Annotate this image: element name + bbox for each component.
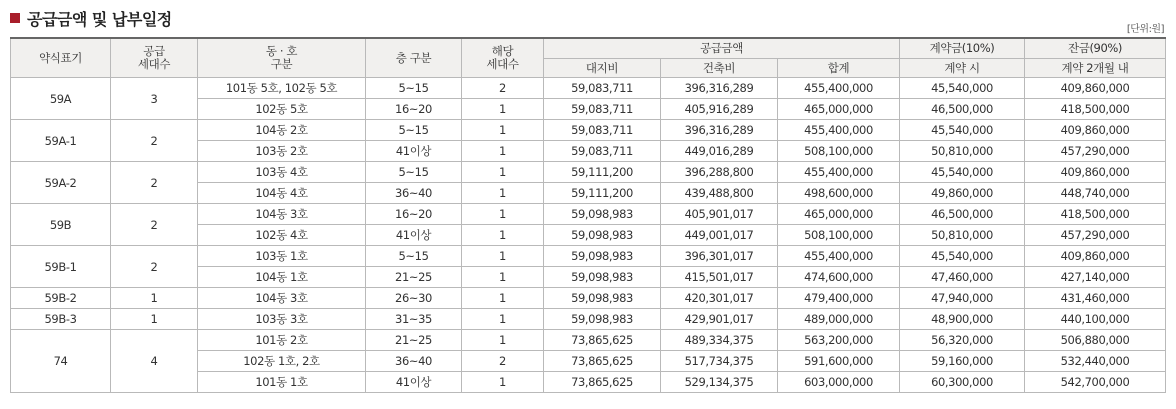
cell-units: 1 [462, 162, 544, 183]
cell-type: 59A-2 [11, 162, 111, 204]
table-row [11, 309, 1166, 330]
cell-balance: 448,740,000 [1025, 183, 1166, 204]
cell-balance: 532,440,000 [1025, 351, 1166, 372]
cell-land: 59,083,711 [544, 120, 661, 141]
cell-building: 449,016,289 [661, 141, 778, 162]
header-deposit-sub: 계약 시 [900, 59, 1025, 78]
cell-units: 2 [462, 351, 544, 372]
cell-floor: 21~25 [366, 267, 462, 288]
cell-units: 1 [462, 99, 544, 120]
cell-dong-ho: 104동 3호 [198, 288, 366, 309]
cell-units: 1 [462, 309, 544, 330]
cell-type: 59B [11, 204, 111, 246]
cell-balance: 431,460,000 [1025, 288, 1166, 309]
cell-type: 59A [11, 78, 111, 120]
cell-units: 1 [462, 330, 544, 351]
cell-floor: 36~40 [366, 183, 462, 204]
cell-deposit: 50,810,000 [900, 141, 1025, 162]
cell-deposit: 46,500,000 [900, 204, 1025, 225]
cell-deposit: 49,860,000 [900, 183, 1025, 204]
cell-deposit: 45,540,000 [900, 162, 1025, 183]
cell-floor: 16~20 [366, 99, 462, 120]
cell-deposit: 60,300,000 [900, 372, 1025, 393]
cell-floor: 31~35 [366, 309, 462, 330]
cell-type: 59B-3 [11, 309, 111, 330]
cell-type: 59A-1 [11, 120, 111, 162]
cell-supply-units: 2 [111, 120, 198, 162]
cell-land: 59,098,983 [544, 267, 661, 288]
cell-building: 415,501,017 [661, 267, 778, 288]
cell-supply-units: 2 [111, 246, 198, 288]
cell-land: 59,083,711 [544, 99, 661, 120]
cell-deposit: 47,940,000 [900, 288, 1025, 309]
cell-dong-ho: 103동 2호 [198, 141, 366, 162]
cell-balance: 427,140,000 [1025, 267, 1166, 288]
unit-label: [단위:원] [1126, 24, 1164, 35]
cell-land: 59,098,983 [544, 225, 661, 246]
cell-units: 1 [462, 267, 544, 288]
cell-floor: 41이상 [366, 141, 462, 162]
cell-total: 455,400,000 [778, 120, 900, 141]
cell-total: 603,000,000 [778, 372, 900, 393]
table-row [11, 288, 1166, 309]
cell-balance: 457,290,000 [1025, 141, 1166, 162]
cell-dong-ho: 101동 1호 [198, 372, 366, 393]
cell-total: 591,600,000 [778, 351, 900, 372]
cell-floor: 26~30 [366, 288, 462, 309]
cell-balance: 418,500,000 [1025, 204, 1166, 225]
table-row [11, 120, 1166, 141]
cell-balance: 418,500,000 [1025, 99, 1166, 120]
cell-balance: 506,880,000 [1025, 330, 1166, 351]
cell-building: 396,316,289 [661, 120, 778, 141]
cell-building: 439,488,800 [661, 183, 778, 204]
cell-balance: 409,860,000 [1025, 162, 1166, 183]
header-balance: 잔금(90%) [1025, 38, 1166, 59]
cell-land: 59,111,200 [544, 183, 661, 204]
table-row [11, 330, 1166, 351]
header-balance-sub: 계약 2개월 내 [1025, 59, 1166, 78]
header-units-text: 해당 세대수 [486, 44, 519, 71]
cell-units: 1 [462, 141, 544, 162]
cell-balance: 409,860,000 [1025, 246, 1166, 267]
cell-units: 1 [462, 204, 544, 225]
cell-deposit: 56,320,000 [900, 330, 1025, 351]
cell-supply-units: 2 [111, 162, 198, 204]
cell-land: 73,865,625 [544, 372, 661, 393]
cell-supply-units: 4 [111, 330, 198, 393]
cell-units: 1 [462, 246, 544, 267]
cell-floor: 41이상 [366, 372, 462, 393]
cell-deposit: 50,810,000 [900, 225, 1025, 246]
cell-building: 429,901,017 [661, 309, 778, 330]
cell-units: 1 [462, 183, 544, 204]
header-type: 약식표기 [11, 38, 111, 78]
cell-floor: 41이상 [366, 225, 462, 246]
title-marker-icon [10, 13, 20, 23]
cell-floor: 5~15 [366, 78, 462, 99]
header-supply-units [111, 38, 198, 78]
header-land: 대지비 [544, 59, 661, 78]
header-total: 합계 [778, 59, 900, 78]
cell-supply-units: 1 [111, 288, 198, 309]
header-dong-ho [198, 38, 366, 78]
cell-dong-ho: 103동 4호 [198, 162, 366, 183]
cell-type: 59B-2 [11, 288, 111, 309]
cell-building: 396,288,800 [661, 162, 778, 183]
cell-total: 479,400,000 [778, 288, 900, 309]
page-title: 공급금액 및 납부일정 [27, 9, 172, 29]
cell-building: 529,134,375 [661, 372, 778, 393]
cell-total: 455,400,000 [778, 162, 900, 183]
cell-total: 563,200,000 [778, 330, 900, 351]
cell-floor: 5~15 [366, 120, 462, 141]
cell-building: 405,901,017 [661, 204, 778, 225]
cell-dong-ho: 104동 3호 [198, 204, 366, 225]
cell-floor: 36~40 [366, 351, 462, 372]
header-floor: 층 구분 [366, 38, 462, 78]
cell-dong-ho: 102동 5호 [198, 99, 366, 120]
cell-supply-units: 3 [111, 78, 198, 120]
cell-units: 2 [462, 78, 544, 99]
cell-land: 59,098,983 [544, 309, 661, 330]
table-row [11, 204, 1166, 225]
cell-dong-ho: 104동 4호 [198, 183, 366, 204]
cell-floor: 5~15 [366, 246, 462, 267]
cell-units: 1 [462, 120, 544, 141]
cell-total: 498,600,000 [778, 183, 900, 204]
header-supply-units-text: 공급 세대수 [137, 44, 171, 71]
cell-building: 396,301,017 [661, 246, 778, 267]
cell-supply-units: 1 [111, 309, 198, 330]
cell-units: 1 [462, 288, 544, 309]
cell-total: 508,100,000 [778, 225, 900, 246]
header-deposit: 계약금(10%) [900, 38, 1025, 59]
header-dong-ho-text: 동 · 호 구분 [265, 44, 298, 71]
header-building: 건축비 [661, 59, 778, 78]
cell-building: 489,334,375 [661, 330, 778, 351]
cell-deposit: 45,540,000 [900, 78, 1025, 99]
cell-balance: 409,860,000 [1025, 120, 1166, 141]
cell-floor: 5~15 [366, 162, 462, 183]
cell-floor: 16~20 [366, 204, 462, 225]
cell-supply-units: 2 [111, 204, 198, 246]
cell-balance: 542,700,000 [1025, 372, 1166, 393]
cell-total: 489,000,000 [778, 309, 900, 330]
table-row [11, 246, 1166, 267]
cell-land: 59,111,200 [544, 162, 661, 183]
cell-floor: 21~25 [366, 330, 462, 351]
header-units [462, 38, 544, 78]
cell-land: 59,083,711 [544, 141, 661, 162]
cell-type: 74 [11, 330, 111, 393]
cell-deposit: 47,460,000 [900, 267, 1025, 288]
cell-deposit: 45,540,000 [900, 120, 1025, 141]
cell-total: 455,400,000 [778, 78, 900, 99]
cell-building: 517,734,375 [661, 351, 778, 372]
cell-total: 474,600,000 [778, 267, 900, 288]
cell-dong-ho: 104동 2호 [198, 120, 366, 141]
cell-deposit: 59,160,000 [900, 351, 1025, 372]
cell-deposit: 48,900,000 [900, 309, 1025, 330]
cell-balance: 457,290,000 [1025, 225, 1166, 246]
cell-land: 73,865,625 [544, 351, 661, 372]
cell-units: 1 [462, 372, 544, 393]
cell-land: 59,098,983 [544, 288, 661, 309]
cell-balance: 440,100,000 [1025, 309, 1166, 330]
cell-land: 59,098,983 [544, 246, 661, 267]
cell-building: 405,916,289 [661, 99, 778, 120]
cell-dong-ho: 102동 4호 [198, 225, 366, 246]
cell-deposit: 46,500,000 [900, 99, 1025, 120]
cell-building: 396,316,289 [661, 78, 778, 99]
cell-dong-ho: 101동 5호, 102동 5호 [198, 78, 366, 99]
table-row [11, 78, 1166, 99]
supply-price-table [10, 37, 1166, 393]
cell-total: 465,000,000 [778, 204, 900, 225]
cell-total: 465,000,000 [778, 99, 900, 120]
cell-dong-ho: 101동 2호 [198, 330, 366, 351]
cell-units: 1 [462, 225, 544, 246]
table-body [11, 78, 1166, 393]
title-bar [10, 6, 172, 30]
cell-dong-ho: 102동 1호, 2호 [198, 351, 366, 372]
cell-dong-ho: 104동 1호 [198, 267, 366, 288]
cell-land: 59,098,983 [544, 204, 661, 225]
cell-land: 59,083,711 [544, 78, 661, 99]
header-supply-amount: 공급금액 [544, 38, 900, 59]
cell-land: 73,865,625 [544, 330, 661, 351]
cell-dong-ho: 103동 3호 [198, 309, 366, 330]
cell-dong-ho: 103동 1호 [198, 246, 366, 267]
cell-balance: 409,860,000 [1025, 78, 1166, 99]
table-row [11, 162, 1166, 183]
cell-total: 455,400,000 [778, 246, 900, 267]
cell-deposit: 45,540,000 [900, 246, 1025, 267]
cell-building: 420,301,017 [661, 288, 778, 309]
cell-total: 508,100,000 [778, 141, 900, 162]
cell-building: 449,001,017 [661, 225, 778, 246]
cell-type: 59B-1 [11, 246, 111, 288]
